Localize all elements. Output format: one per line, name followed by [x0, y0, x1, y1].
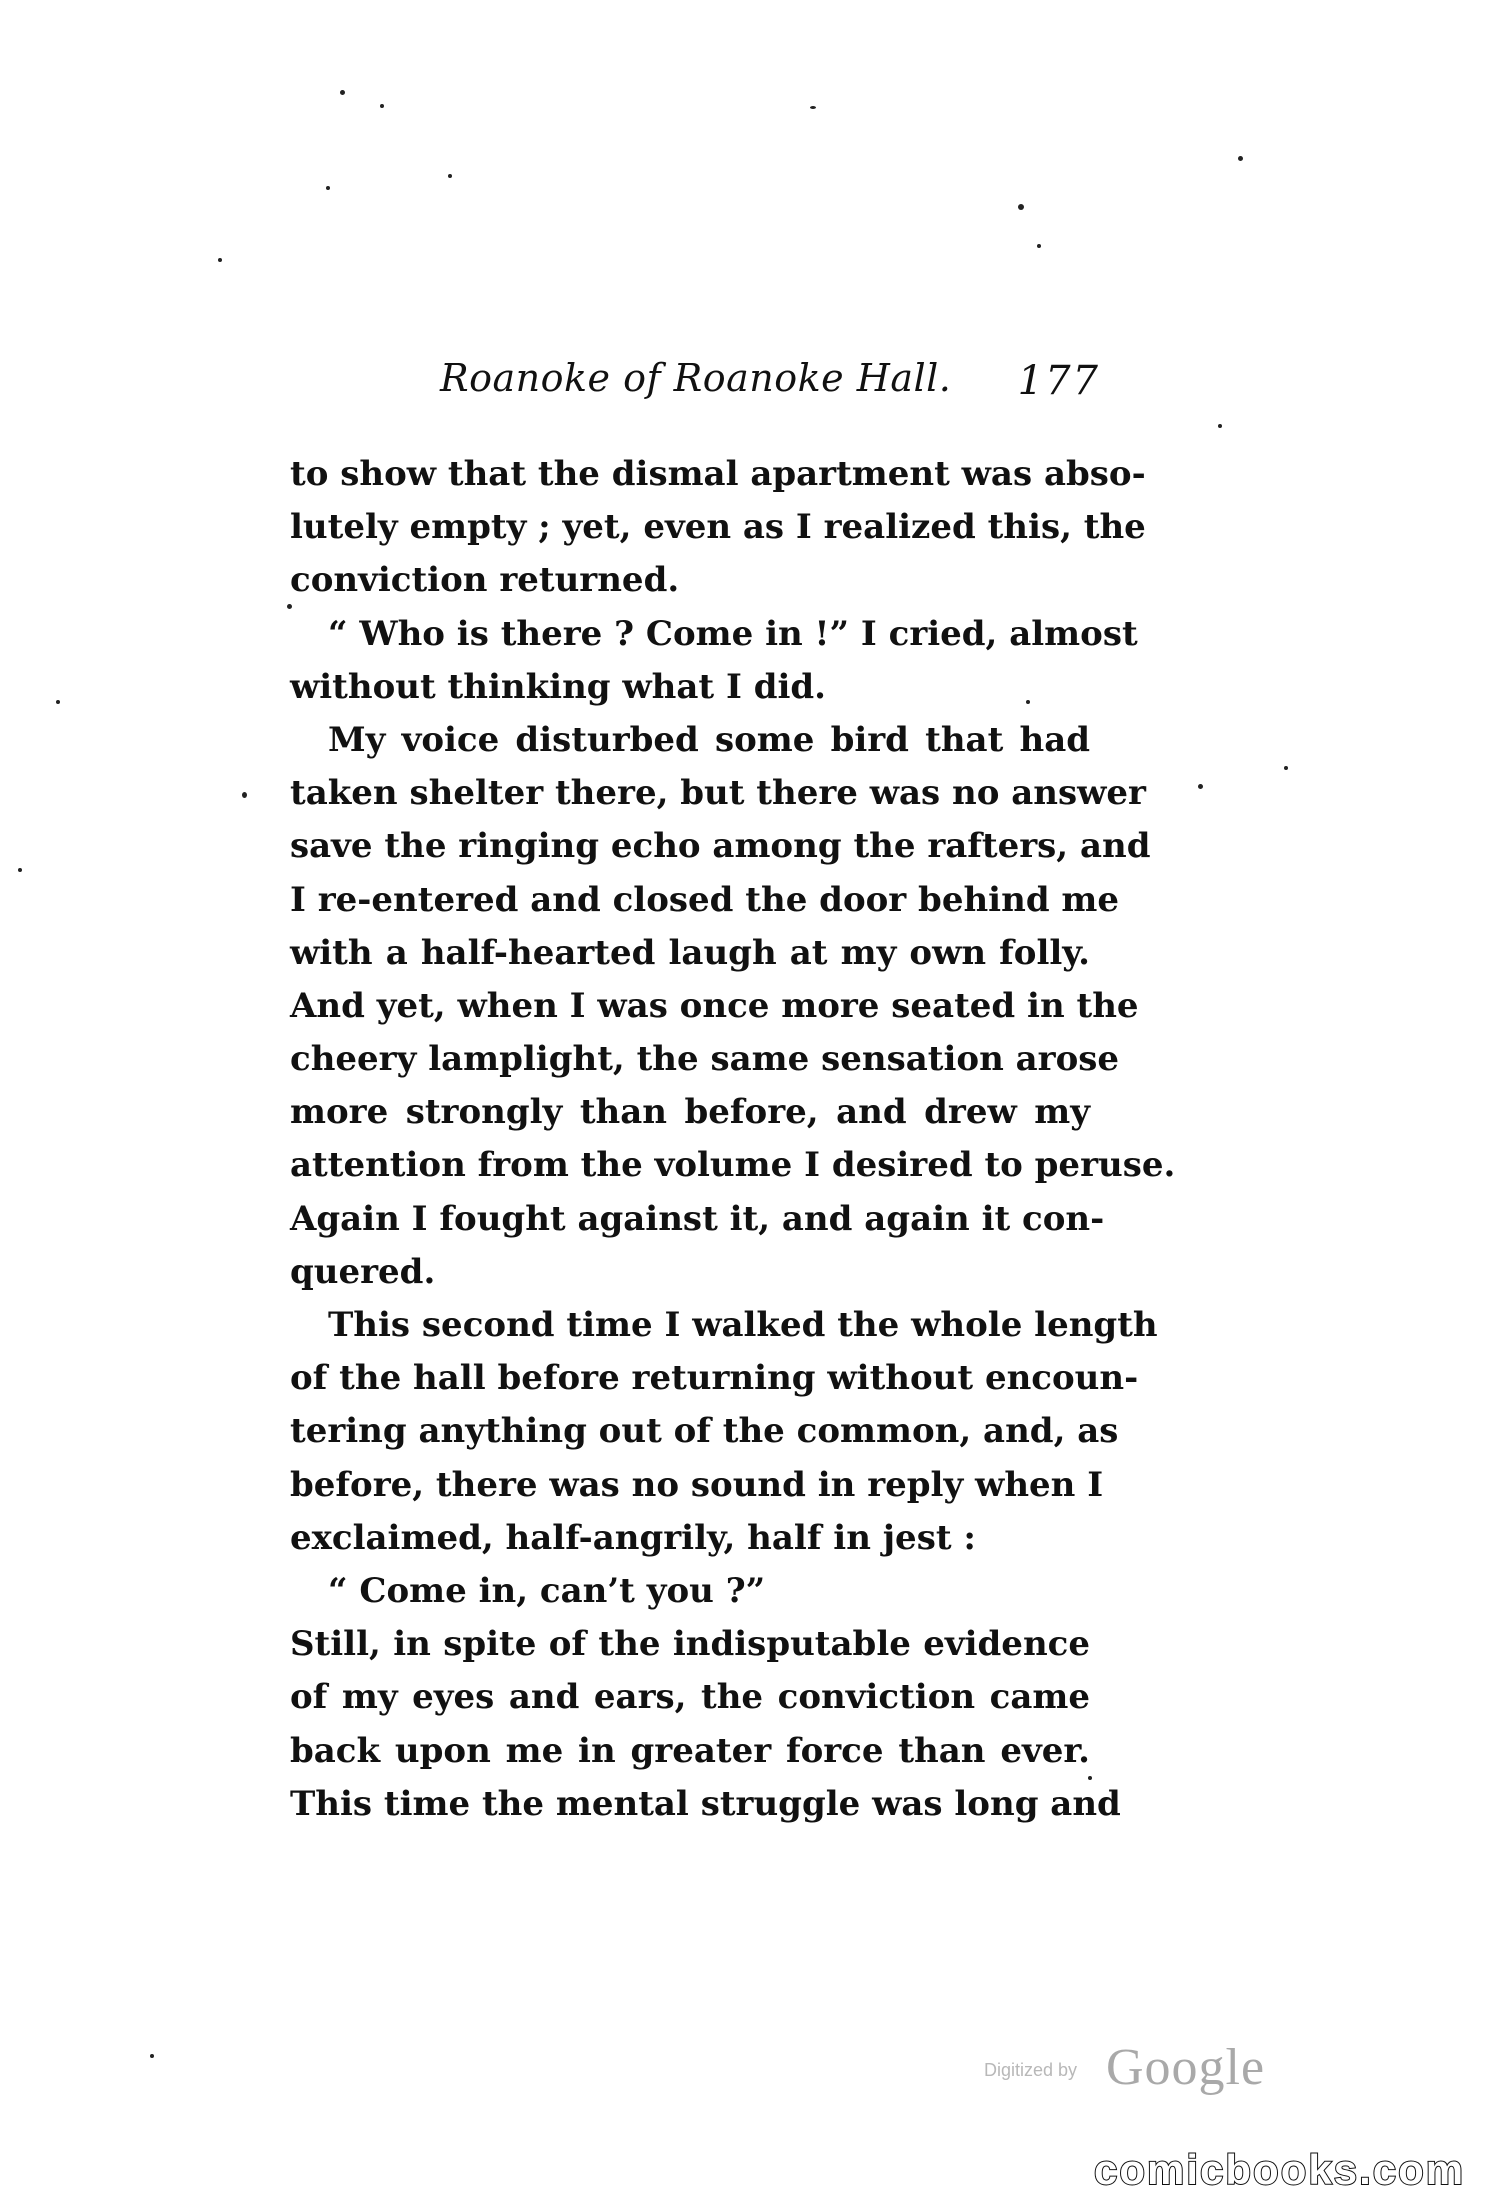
dust-speck	[1284, 766, 1288, 770]
text-line: taken shelter there, but there was no answer	[290, 773, 1146, 814]
text-line: tering anything out of the common, and, as	[290, 1411, 1119, 1452]
dust-speck	[56, 700, 60, 704]
dust-speck	[1018, 204, 1024, 210]
text-line: more strongly than before, and drew my	[290, 1092, 1090, 1133]
page-number: 177	[1017, 358, 1100, 404]
text-line: And yet, when I was once more seated in the	[290, 985, 1139, 1026]
dust-speck	[150, 2054, 154, 2058]
dust-speck	[326, 186, 330, 190]
dust-speck	[18, 868, 22, 872]
text-line: attention from the volume I desired to peruse.	[290, 1145, 1176, 1186]
text-line: to show that the dismal apartment was abso-	[290, 454, 1146, 494]
dust-speck	[1218, 424, 1222, 428]
text-line: “ Come in, can’t you ?”	[328, 1570, 766, 1611]
text-line: save the ringing echo among the rafters, and	[290, 826, 1151, 867]
text-line: without thinking what I did.	[290, 666, 827, 707]
body-text	[290, 448, 1176, 1831]
running-title: Roanoke of Roanoke Hall.	[440, 356, 952, 400]
dust-speck	[242, 792, 247, 798]
text-line: lutely empty ; yet, even as I realized this, the	[290, 507, 1146, 548]
dust-speck	[810, 106, 816, 109]
text-line: conviction returned.	[290, 560, 680, 601]
dust-speck	[448, 174, 452, 178]
text-line: cheery lamplight, the same sensation arose	[290, 1039, 1120, 1080]
text-line: My voice disturbed some bird that had	[328, 719, 1090, 760]
dust-speck	[340, 90, 345, 95]
text-line: “ Who is there ? Come in !” I cried, almost	[328, 613, 1138, 654]
text-line: exclaimed, half-angrily, half in jest :	[290, 1517, 976, 1558]
running-head	[440, 356, 1100, 412]
text-line: back upon me in greater force than ever.	[290, 1730, 1090, 1771]
dust-speck	[380, 104, 384, 108]
digitized-label: Digitized by	[984, 2060, 1078, 2080]
google-logo: Google	[1106, 2039, 1266, 2096]
digitized-by-google-mark	[984, 2038, 1304, 2098]
dust-speck	[1037, 244, 1041, 248]
watermark-text: comicbooks.com	[1094, 2146, 1466, 2193]
text-line: quered.	[290, 1251, 436, 1292]
dust-speck	[1238, 156, 1243, 161]
watermark	[1094, 2146, 1474, 2202]
text-line: Again I fought against it, and again it con-	[290, 1198, 1105, 1239]
text-line: Still, in spite of the indisputable evidence	[290, 1624, 1090, 1665]
text-line: This second time I walked the whole length	[328, 1305, 1158, 1345]
text-line: with a half-hearted laugh at my own folly.	[290, 932, 1090, 973]
text-line: of my eyes and ears, the conviction came	[290, 1677, 1090, 1718]
text-line: This time the mental struggle was long and	[290, 1783, 1121, 1824]
text-line: I re-entered and closed the door behind me	[290, 879, 1120, 920]
text-line: before, there was no sound in reply when I	[290, 1464, 1104, 1505]
text-line: of the hall before returning without encoun-	[290, 1358, 1139, 1399]
dust-speck	[1198, 784, 1203, 789]
dust-speck	[218, 258, 222, 262]
